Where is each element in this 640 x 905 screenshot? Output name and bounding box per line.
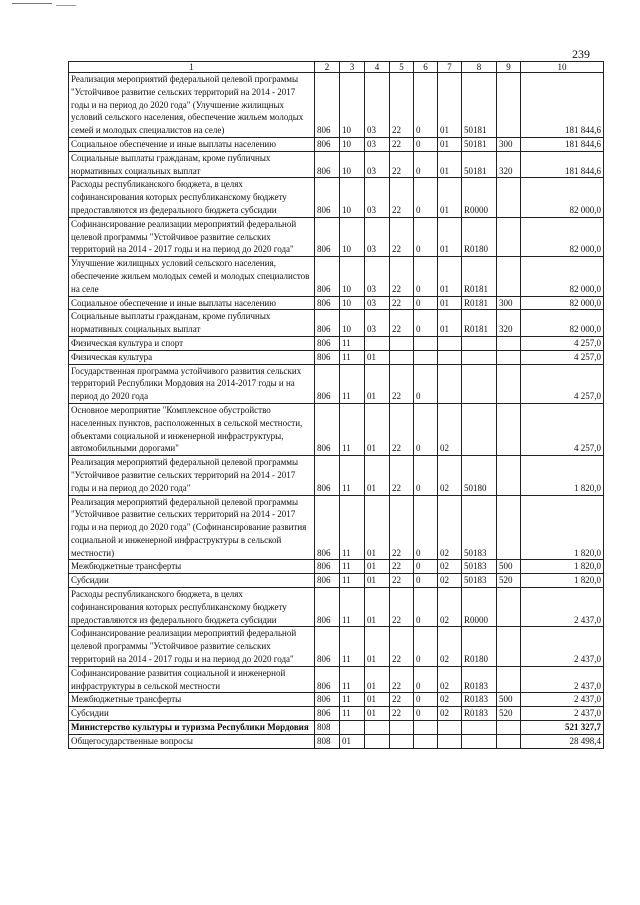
ministry-code: 806 — [315, 707, 340, 721]
event-code: 02 — [438, 666, 462, 693]
item-name: Реализация мероприятий федеральной целевой программы "Устойчивое развитие сельских территорий на 2014 - 2017 годы и на период до 2020 года" (Улучшение жилищных условий сельского населения, обеспечение жильем молодых семей и молодых специалистов на селе) — [69, 73, 315, 138]
section-code: 11 — [340, 364, 365, 403]
table-row — [69, 350, 604, 364]
table-body — [69, 73, 604, 749]
item-name: Физическая культура — [69, 350, 315, 364]
section-code: 11 — [340, 588, 365, 627]
ministry-code: 806 — [315, 588, 340, 627]
table-row — [69, 151, 604, 178]
direction-code — [462, 721, 497, 735]
section-code: 11 — [340, 560, 365, 574]
event-code — [438, 350, 462, 364]
section-code: 10 — [340, 178, 365, 217]
section-code: 11 — [340, 336, 365, 350]
budget-table — [68, 61, 604, 749]
amount-value: 2 437,0 — [521, 707, 604, 721]
program-code: 22 — [390, 403, 414, 455]
amount-value: 82 000,0 — [521, 217, 604, 256]
subprogram-code: 0 — [414, 178, 438, 217]
table-row — [69, 336, 604, 350]
ministry-code: 806 — [315, 151, 340, 178]
table-row — [69, 666, 604, 693]
item-name: Расходы республиканского бюджета, в целях софинансирования которых республиканскому бюджету предоставляются из федерального бюджета субсидии — [69, 178, 315, 217]
ministry-code: 806 — [315, 336, 340, 350]
subsection-code: 01 — [365, 364, 390, 403]
direction-code: R0183 — [462, 693, 497, 707]
subprogram-code: 0 — [414, 456, 438, 495]
subsection-code: 01 — [365, 560, 390, 574]
amount-value: 2 437,0 — [521, 693, 604, 707]
table-row — [69, 178, 604, 217]
ministry-code: 806 — [315, 495, 340, 560]
event-code — [438, 734, 462, 748]
expense-type-code: 320 — [497, 151, 521, 178]
event-code: 01 — [438, 296, 462, 310]
column-header: 5 — [390, 62, 414, 73]
direction-code: R0183 — [462, 666, 497, 693]
direction-code: R0000 — [462, 588, 497, 627]
direction-code: 50181 — [462, 73, 497, 138]
direction-code: 50183 — [462, 495, 497, 560]
expense-type-code — [497, 178, 521, 217]
expense-type-code — [497, 403, 521, 455]
ministry-code: 806 — [315, 178, 340, 217]
subsection-code: 01 — [365, 693, 390, 707]
table-row — [69, 693, 604, 707]
direction-code: R0183 — [462, 707, 497, 721]
program-code: 22 — [390, 73, 414, 138]
direction-code — [462, 734, 497, 748]
subsection-code: 01 — [365, 456, 390, 495]
event-code: 02 — [438, 707, 462, 721]
page-number: 239 — [572, 47, 590, 61]
ministry-code: 806 — [315, 350, 340, 364]
table-header-row — [69, 62, 604, 73]
expense-type-code — [497, 217, 521, 256]
table-row — [69, 721, 604, 735]
item-name: Межбюджетные трансферты — [69, 693, 315, 707]
table-row — [69, 364, 604, 403]
event-code: 02 — [438, 495, 462, 560]
item-name: Министерство культуры и туризма Республики Мордовия — [69, 721, 315, 735]
ministry-code: 806 — [315, 217, 340, 256]
item-name: Социальное обеспечение и иные выплаты населению — [69, 296, 315, 310]
event-code: 01 — [438, 257, 462, 296]
column-header: 1 — [69, 62, 315, 73]
ministry-code: 806 — [315, 693, 340, 707]
expense-type-code: 500 — [497, 560, 521, 574]
subprogram-code: 0 — [414, 403, 438, 455]
subprogram-code: 0 — [414, 73, 438, 138]
program-code: 22 — [390, 137, 414, 151]
expense-type-code — [497, 350, 521, 364]
subprogram-code: 0 — [414, 151, 438, 178]
program-code: 22 — [390, 364, 414, 403]
column-header: 4 — [365, 62, 390, 73]
table-row — [69, 574, 604, 588]
program-code: 22 — [390, 178, 414, 217]
ministry-code: 806 — [315, 257, 340, 296]
direction-code: R0181 — [462, 296, 497, 310]
section-code: 10 — [340, 310, 365, 337]
amount-value: 4 257,0 — [521, 403, 604, 455]
event-code — [438, 721, 462, 735]
subsection-code: 03 — [365, 137, 390, 151]
section-code: 10 — [340, 137, 365, 151]
section-code — [340, 721, 365, 735]
expense-type-code — [497, 721, 521, 735]
section-code: 10 — [340, 217, 365, 256]
subsection-code: 01 — [365, 350, 390, 364]
amount-value: 4 257,0 — [521, 336, 604, 350]
program-code: 22 — [390, 707, 414, 721]
item-name: Государственная программа устойчивого развития сельских территорий Республики Мордовия на 2014-2017 годы и на период до 2020 года — [69, 364, 315, 403]
expense-type-code: 500 — [497, 693, 521, 707]
amount-value: 1 820,0 — [521, 456, 604, 495]
direction-code — [462, 350, 497, 364]
program-code: 22 — [390, 296, 414, 310]
expense-type-code: 300 — [497, 296, 521, 310]
direction-code: 50180 — [462, 456, 497, 495]
event-code — [438, 364, 462, 403]
expense-type-code — [497, 734, 521, 748]
subprogram-code: 0 — [414, 310, 438, 337]
program-code: 22 — [390, 151, 414, 178]
direction-code — [462, 364, 497, 403]
subprogram-code: 0 — [414, 574, 438, 588]
amount-value: 2 437,0 — [521, 588, 604, 627]
event-code: 02 — [438, 574, 462, 588]
ministry-code: 806 — [315, 560, 340, 574]
section-code: 11 — [340, 495, 365, 560]
subprogram-code — [414, 721, 438, 735]
subsection-code: 01 — [365, 707, 390, 721]
program-code — [390, 350, 414, 364]
amount-value: 1 820,0 — [521, 574, 604, 588]
subsection-code — [365, 734, 390, 748]
subprogram-code: 0 — [414, 137, 438, 151]
table-row — [69, 707, 604, 721]
item-name: Основное мероприятие "Комплексное обустройство населенных пунктов, расположенных в сельской местности, объектами социальной и инженерной инфраструктуры, автомобильными дорогами" — [69, 403, 315, 455]
amount-value: 2 437,0 — [521, 627, 604, 666]
section-code: 11 — [340, 693, 365, 707]
subprogram-code: 0 — [414, 495, 438, 560]
amount-value: 1 820,0 — [521, 560, 604, 574]
amount-value: 1 820,0 — [521, 495, 604, 560]
subprogram-code: 0 — [414, 296, 438, 310]
item-name: Софинансирование развития социальной и инженерной инфраструктуры в сельской местности — [69, 666, 315, 693]
column-header: 6 — [414, 62, 438, 73]
direction-code: R0181 — [462, 257, 497, 296]
ministry-code: 806 — [315, 456, 340, 495]
item-name: Расходы республиканского бюджета, в целях софинансирования которых республиканскому бюджету предоставляются из федерального бюджета субсидии — [69, 588, 315, 627]
program-code: 22 — [390, 456, 414, 495]
direction-code: 50183 — [462, 560, 497, 574]
ministry-code: 806 — [315, 364, 340, 403]
item-name: Субсидии — [69, 574, 315, 588]
amount-value: 82 000,0 — [521, 310, 604, 337]
table-row — [69, 257, 604, 296]
subprogram-code: 0 — [414, 560, 438, 574]
subsection-code: 01 — [365, 403, 390, 455]
ministry-code: 808 — [315, 734, 340, 748]
amount-value: 82 000,0 — [521, 257, 604, 296]
table-row — [69, 296, 604, 310]
amount-value: 521 327,7 — [521, 721, 604, 735]
subprogram-code: 0 — [414, 257, 438, 296]
column-header: 2 — [315, 62, 340, 73]
program-code: 22 — [390, 257, 414, 296]
ministry-code: 806 — [315, 137, 340, 151]
column-header: 9 — [497, 62, 521, 73]
subsection-code: 03 — [365, 257, 390, 296]
program-code: 22 — [390, 560, 414, 574]
column-header: 10 — [521, 62, 604, 73]
expense-type-code — [497, 73, 521, 138]
table-row — [69, 560, 604, 574]
expense-type-code — [497, 588, 521, 627]
program-code: 22 — [390, 574, 414, 588]
subsection-code — [365, 336, 390, 350]
section-code: 11 — [340, 403, 365, 455]
event-code: 01 — [438, 151, 462, 178]
column-header: 7 — [438, 62, 462, 73]
expense-type-code: 320 — [497, 310, 521, 337]
table-row — [69, 217, 604, 256]
direction-code: R0180 — [462, 627, 497, 666]
direction-code: 50181 — [462, 137, 497, 151]
program-code: 22 — [390, 217, 414, 256]
amount-value: 82 000,0 — [521, 296, 604, 310]
table-row — [69, 73, 604, 138]
item-name: Социальные выплаты гражданам, кроме публичных нормативных социальных выплат — [69, 151, 315, 178]
expense-type-code — [497, 364, 521, 403]
event-code: 01 — [438, 178, 462, 217]
direction-code — [462, 336, 497, 350]
event-code: 02 — [438, 560, 462, 574]
expense-type-code — [497, 257, 521, 296]
subsection-code: 01 — [365, 627, 390, 666]
ministry-code: 806 — [315, 310, 340, 337]
amount-value: 82 000,0 — [521, 178, 604, 217]
amount-value: 181 844,6 — [521, 73, 604, 138]
ministry-code: 806 — [315, 73, 340, 138]
column-header: 8 — [462, 62, 497, 73]
table-row — [69, 588, 604, 627]
table-row — [69, 403, 604, 455]
subprogram-code: 0 — [414, 627, 438, 666]
subprogram-code — [414, 350, 438, 364]
subprogram-code: 0 — [414, 707, 438, 721]
amount-value: 28 498,4 — [521, 734, 604, 748]
scan-artifact-line — [12, 3, 52, 4]
program-code: 22 — [390, 495, 414, 560]
subprogram-code: 0 — [414, 693, 438, 707]
subprogram-code: 0 — [414, 364, 438, 403]
item-name: Улучшение жилищных условий сельского населения, обеспечение жильем молодых семей и молодых специалистов на селе — [69, 257, 315, 296]
subsection-code: 03 — [365, 151, 390, 178]
item-name: Социальные выплаты гражданам, кроме публичных нормативных социальных выплат — [69, 310, 315, 337]
subsection-code: 03 — [365, 73, 390, 138]
item-name: Субсидии — [69, 707, 315, 721]
section-code: 10 — [340, 296, 365, 310]
subsection-code: 03 — [365, 296, 390, 310]
subsection-code: 01 — [365, 666, 390, 693]
expense-type-code — [497, 336, 521, 350]
section-code: 11 — [340, 666, 365, 693]
table-row — [69, 734, 604, 748]
event-code: 01 — [438, 217, 462, 256]
event-code: 02 — [438, 627, 462, 666]
expense-type-code: 300 — [497, 137, 521, 151]
subprogram-code — [414, 734, 438, 748]
section-code: 11 — [340, 350, 365, 364]
event-code: 01 — [438, 73, 462, 138]
subsection-code: 03 — [365, 217, 390, 256]
section-code: 10 — [340, 73, 365, 138]
direction-code — [462, 403, 497, 455]
ministry-code: 808 — [315, 721, 340, 735]
expense-type-code: 520 — [497, 574, 521, 588]
subsection-code: 03 — [365, 310, 390, 337]
ministry-code: 806 — [315, 627, 340, 666]
expense-type-code — [497, 456, 521, 495]
ministry-code: 806 — [315, 403, 340, 455]
direction-code: R0180 — [462, 217, 497, 256]
item-name: Реализация мероприятий федеральной целевой программы "Устойчивое развитие сельских территорий на 2014 - 2017 годы и на период до 2020 года" — [69, 456, 315, 495]
subsection-code — [365, 721, 390, 735]
direction-code: 50181 — [462, 151, 497, 178]
expense-type-code: 520 — [497, 707, 521, 721]
section-code: 11 — [340, 627, 365, 666]
item-name: Межбюджетные трансферты — [69, 560, 315, 574]
subsection-code: 01 — [365, 495, 390, 560]
amount-value: 181 844,6 — [521, 137, 604, 151]
ministry-code: 806 — [315, 574, 340, 588]
amount-value: 181 844,6 — [521, 151, 604, 178]
amount-value: 2 437,0 — [521, 666, 604, 693]
section-code: 10 — [340, 257, 365, 296]
table-row — [69, 310, 604, 337]
item-name: Реализация мероприятий федеральной целевой программы "Устойчивое развитие сельских территорий на 2014 - 2017 годы и на период до 2020 года" (Софинансирование развития социальной и инженерной инфраструктуры в сельской местности) — [69, 495, 315, 560]
event-code: 01 — [438, 310, 462, 337]
subprogram-code — [414, 336, 438, 350]
program-code: 22 — [390, 588, 414, 627]
section-code: 11 — [340, 707, 365, 721]
program-code: 22 — [390, 627, 414, 666]
event-code: 02 — [438, 456, 462, 495]
direction-code: 50183 — [462, 574, 497, 588]
table-row — [69, 627, 604, 666]
expense-type-code — [497, 495, 521, 560]
section-code: 10 — [340, 151, 365, 178]
event-code: 02 — [438, 403, 462, 455]
amount-value: 4 257,0 — [521, 364, 604, 403]
item-name: Социальное обеспечение и иные выплаты населению — [69, 137, 315, 151]
table-row — [69, 456, 604, 495]
section-code: 11 — [340, 456, 365, 495]
ministry-code: 806 — [315, 666, 340, 693]
subsection-code: 01 — [365, 588, 390, 627]
table-row — [69, 495, 604, 560]
program-code — [390, 734, 414, 748]
section-code: 01 — [340, 734, 365, 748]
event-code: 02 — [438, 588, 462, 627]
column-header: 3 — [340, 62, 365, 73]
subsection-code: 03 — [365, 178, 390, 217]
subprogram-code: 0 — [414, 217, 438, 256]
item-name: Физическая культура и спорт — [69, 336, 315, 350]
direction-code: R0181 — [462, 310, 497, 337]
scan-artifact-line — [56, 5, 76, 6]
event-code — [438, 336, 462, 350]
expense-type-code — [497, 666, 521, 693]
item-name: Софинансирование реализации мероприятий федеральной целевой программы "Устойчивое развитие сельских территорий на 2014 - 2017 годы и на период до 2020 года" — [69, 627, 315, 666]
program-code: 22 — [390, 693, 414, 707]
table-row — [69, 137, 604, 151]
event-code: 02 — [438, 693, 462, 707]
subprogram-code: 0 — [414, 666, 438, 693]
program-code: 22 — [390, 666, 414, 693]
program-code — [390, 721, 414, 735]
program-code — [390, 336, 414, 350]
program-code: 22 — [390, 310, 414, 337]
amount-value: 4 257,0 — [521, 350, 604, 364]
ministry-code: 806 — [315, 296, 340, 310]
item-name: Софинансирование реализации мероприятий федеральной целевой программы "Устойчивое развитие сельских территорий на 2014 - 2017 годы и на период до 2020 года" — [69, 217, 315, 256]
event-code: 01 — [438, 137, 462, 151]
subsection-code: 01 — [365, 574, 390, 588]
item-name: Общегосударственные вопросы — [69, 734, 315, 748]
direction-code: R0000 — [462, 178, 497, 217]
section-code: 11 — [340, 574, 365, 588]
expense-type-code — [497, 627, 521, 666]
subprogram-code: 0 — [414, 588, 438, 627]
